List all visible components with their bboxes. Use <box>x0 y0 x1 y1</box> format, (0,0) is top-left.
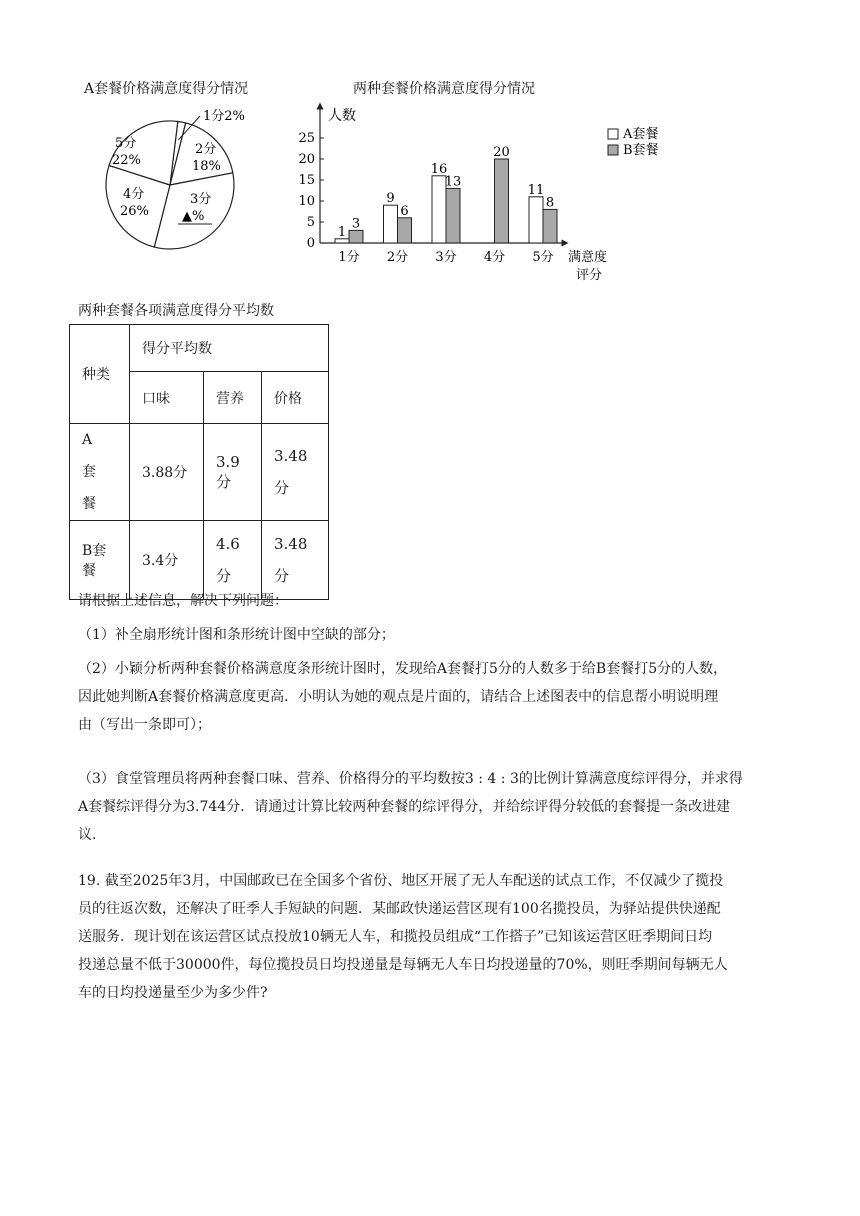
bar-value-label: 3 <box>351 216 361 232</box>
table-caption: 两种套餐各项满意度得分平均数 <box>78 303 274 319</box>
question-2: （2）小颖分析两种套餐价格满意度条形统计图时，发现给A套餐打5分的人数多于给B套餐打5分的人数， 因此她判断A套餐价格满意度更高．小明认为她的观点是片面的，请结合上述图表中的信息帮小明说明理 由（写出一条即可）； <box>78 661 728 733</box>
row-name: B套餐 <box>70 521 130 600</box>
legend <box>608 126 659 158</box>
pie-slice-label: 3分 <box>190 192 212 207</box>
y-tick-label: 15 <box>298 173 315 188</box>
bar-b <box>349 230 363 243</box>
row-name: A 套 餐 <box>70 424 130 521</box>
x-tick-label: 3分 <box>435 250 457 265</box>
cell-taste: 3.4分 <box>130 521 204 600</box>
bar-value-label: 9 <box>386 191 395 207</box>
pie-slice-percent: 18% <box>192 159 221 174</box>
pie-slice-label: 1分2% <box>203 109 245 124</box>
legend-swatch-a <box>608 129 618 139</box>
question-3: （3）食堂管理员将两种套餐口味、营养、价格得分的平均数按3 : 4 : 3的比例计算满意度综评得分，并求得 A套餐综评得分为3.744分．请通过计算比较两种套餐的综评得分，并给综评得分较低的套餐提一条改进建 议． <box>78 771 743 843</box>
bar-chart-title: 两种套餐价格满意度得分情况 <box>353 81 535 97</box>
bar-chart <box>295 100 659 285</box>
bar-b <box>495 159 509 243</box>
problem-19: 19. 截至2025年3月，中国邮政已在全国多个省份、地区开展了无人车配送的试点工作，不仅减少了揽投 员的往返次数，还解决了旺季人手短缺的问题．某邮政快递运营区现有100名揽投员，为驿站提供快递配 送服务．现计划在该运营区试点投放10辆无人车，和揽投员组成“工作搭子”已知该运营区旺季期间日均 投递总量不低于30000件，每位揽投员日均投递量是每辆无人车日均投递量的70%，则旺季期间每辆无人 车的日均投递量至少为多少件? <box>78 873 728 1001</box>
legend-label-a: A套餐 <box>623 127 659 142</box>
bar-value-label: 11 <box>527 182 545 198</box>
cell-price: 3.48 分 <box>262 424 329 521</box>
cell-nutrition: 3.9分 <box>204 424 262 521</box>
x-tick-label: 1分 <box>338 250 360 265</box>
bar-value-label: 1 <box>337 224 347 240</box>
pie-chart-title: A套餐价格满意度得分情况 <box>84 81 249 97</box>
pie-slice-label: 4分 <box>123 187 145 202</box>
intro-text: 请根据上述信息，解决下列问题： <box>78 593 288 609</box>
x-axis-label-line1: 满意度 <box>568 250 608 265</box>
legend-label-b: B套餐 <box>623 143 659 158</box>
bar-value-label: 20 <box>493 145 510 160</box>
cell-price: 3.48 分 <box>262 521 329 600</box>
legend-swatch-b <box>608 145 618 155</box>
header-nutrition: 营养 <box>204 372 262 424</box>
pie-slice-label: 2分 <box>195 142 217 157</box>
x-tick-label: 5分 <box>532 250 554 265</box>
y-tick-label: 25 <box>298 131 315 146</box>
x-axis-label-line2: 评分 <box>576 268 603 283</box>
x-tick-label: 4分 <box>483 250 506 265</box>
header-price: 价格 <box>262 372 329 424</box>
pie-chart <box>100 105 265 265</box>
table-row <box>70 424 329 521</box>
question-1: （1）补全扇形统计图和条形统计图中空缺的部分； <box>78 627 395 643</box>
y-tick-label: 5 <box>306 215 315 230</box>
y-axis-label: 人数 <box>328 108 356 124</box>
bar-value-label: 6 <box>400 203 409 219</box>
bar-value-label: 13 <box>444 174 462 190</box>
pie-slice-percent: 26% <box>120 204 149 219</box>
bar-value-label: 8 <box>545 195 555 211</box>
pie-slice-percent: ▲% <box>182 209 205 224</box>
bar-b <box>446 188 460 243</box>
y-tick-label: 20 <box>298 152 315 167</box>
pie-slice-label: 5分 <box>115 136 137 151</box>
bar-b <box>543 209 557 243</box>
cell-taste: 3.88分 <box>130 424 204 521</box>
y-tick-label: 0 <box>306 236 315 251</box>
bar-a <box>384 205 398 243</box>
y-tick-label: 10 <box>298 194 315 209</box>
pie-slice-percent: 22% <box>112 153 141 168</box>
x-tick-label: 2分 <box>386 250 409 265</box>
header-taste: 口味 <box>130 372 204 424</box>
bar-a <box>529 197 543 243</box>
bar-value-label: 16 <box>430 161 448 177</box>
cell-nutrition: 4.6 分 <box>204 521 262 600</box>
average-score-table <box>69 324 329 600</box>
header-group: 得分平均数 <box>130 325 329 372</box>
bar-b <box>398 218 412 243</box>
header-kind: 种类 <box>70 325 130 424</box>
